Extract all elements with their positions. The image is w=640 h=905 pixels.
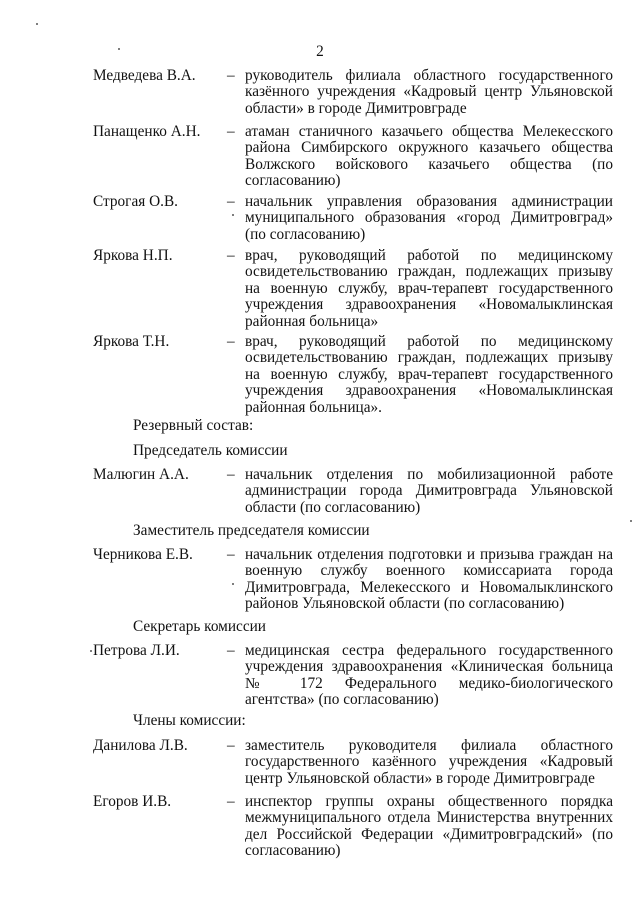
person-name: Малюгин А.А. xyxy=(93,466,189,483)
person-name: Черникова Е.В. xyxy=(93,546,193,563)
person-name: Егоров И.В. xyxy=(93,793,172,810)
person-name: Медведева В.А. xyxy=(93,67,196,84)
scan-speck xyxy=(232,214,234,216)
person-position: медицинская сестра федерального государственного учреждения здравоохранения «Клиническая больница № 172 Федерального медико-биологического агентства» (по согласованию) xyxy=(245,642,613,709)
reserve-heading: Резервный состав: xyxy=(133,417,254,434)
dash: – xyxy=(227,737,235,754)
dash: – xyxy=(227,546,235,563)
person-position: врач, руководящий работой по медицинскому освидетельствованию граждан, подлежащих призыву на военную службу, врач-терапевт государственного учреждения здравоохранения «Новомалыклинская районная больница». xyxy=(245,333,613,416)
person-name: Строгая О.В. xyxy=(93,193,178,210)
dash: – xyxy=(227,793,235,810)
scan-speck xyxy=(90,650,92,652)
page-number: 2 xyxy=(316,43,324,60)
dash: – xyxy=(227,466,235,483)
dash: – xyxy=(227,123,235,140)
person-name: Панащенко А.Н. xyxy=(93,123,201,140)
person-name: Яркова Т.Н. xyxy=(93,333,170,350)
person-position: начальник отделения подготовки и призыва граждан на военную службу военного комиссариата города Димитровграда, Мелекесского и Новомалыклинского районов Ульяновской области (по согласованию) xyxy=(245,546,613,613)
scan-speck xyxy=(232,583,234,585)
dash: – xyxy=(227,67,235,84)
person-position: руководитель филиала областного государственного казённого учреждения «Кадровый центр Ульяновской области» в городе Димитровграде xyxy=(245,67,613,117)
person-position: инспектор группы охраны общественного порядка межмуниципального отдела Министерства внутренних дел Российской Федерации «Димитровградский» (по согласованию) xyxy=(245,793,613,860)
person-position: заместитель руководителя филиала областного государственного казённого учреждения «Кадровый центр Ульяновской области» в городе Димитровграде xyxy=(245,737,613,787)
dash: – xyxy=(227,193,235,210)
person-position: атаман станичного казачьего общества Мелекесского района Симбирского окружного казачьего общества Волжского войскового казачьего общества (по согласованию) xyxy=(245,123,613,190)
chairman-heading: Председатель комиссии xyxy=(133,442,288,459)
person-position: начальник управления образования администрации муниципального образования «город Димитровград» (по согласованию) xyxy=(245,193,613,243)
dash: – xyxy=(227,642,235,659)
person-position: начальник отделения по мобилизационной работе администрации города Димитровграда Ульяновской области (по согласованию) xyxy=(245,466,613,516)
deputy-heading: Заместитель председателя комиссии xyxy=(133,522,370,539)
scan-speck xyxy=(118,48,120,50)
person-name: Петрова Л.И. xyxy=(93,642,180,659)
members-heading: Члены комиссии: xyxy=(133,712,246,729)
dash: – xyxy=(227,333,235,350)
scan-speck xyxy=(36,23,38,25)
person-position: врач, руководящий работой по медицинскому освидетельствованию граждан, подлежащих призыву на военную службу, врач-терапевт государственного учреждения здравоохранения «Новомалыклинская районная больница» xyxy=(245,247,613,330)
scan-speck xyxy=(630,520,632,522)
dash: – xyxy=(227,247,235,264)
person-name: Яркова Н.П. xyxy=(93,247,173,264)
secretary-heading: Секретарь комиссии xyxy=(133,618,266,635)
person-name: Данилова Л.В. xyxy=(93,737,188,754)
